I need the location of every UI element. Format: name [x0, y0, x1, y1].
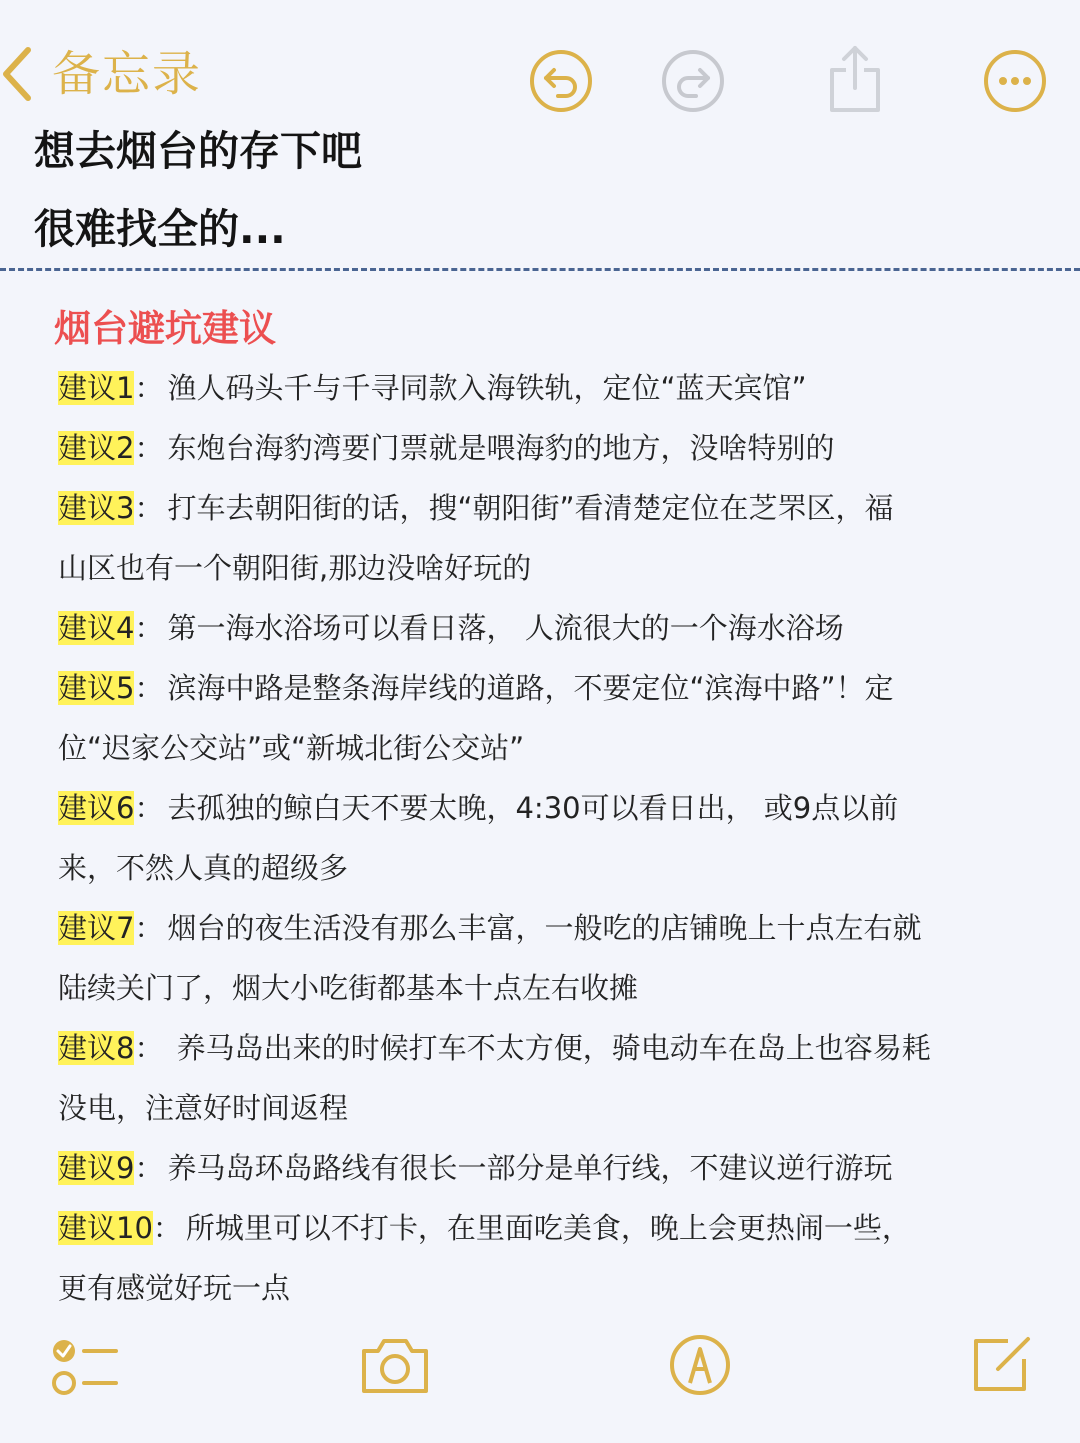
tip-3: [58, 478, 1048, 538]
tip-label: 建议7: [58, 911, 135, 945]
tip-text: 第一海水浴场可以看日落， 人流很大的一个海水浴场: [167, 611, 844, 645]
tip-colon: ：: [134, 491, 164, 525]
back-button[interactable]: [0, 44, 202, 104]
tip-text: 烟台的夜生活没有那么丰富，一般吃的店铺晚上十点左右就: [167, 911, 922, 945]
note-title-line-2: 很难找全的...: [34, 205, 286, 253]
tip-label: 建议1: [58, 371, 135, 405]
tip-10-continued: 更有感觉好玩一点: [58, 1271, 291, 1305]
tip-colon: ：: [152, 1211, 182, 1245]
markup-pen-icon: [668, 1333, 732, 1397]
checklist-icon: [50, 1335, 120, 1399]
tip-5: [58, 658, 1048, 718]
tip-colon: ：: [134, 1151, 164, 1185]
compose-icon: [970, 1331, 1036, 1397]
section-title: 烟台避坑建议: [54, 307, 276, 350]
tip-8-continued: 没电，注意好时间返程: [58, 1091, 349, 1125]
compose-button[interactable]: [970, 1331, 1036, 1397]
bottom-toolbar: [0, 1325, 1080, 1415]
tips-list[interactable]: [58, 358, 1048, 1318]
redo-icon: [660, 48, 726, 114]
tip-colon: ：: [134, 911, 164, 945]
navigation-bar: [0, 0, 1080, 130]
tip-label: 建议3: [58, 491, 135, 525]
chevron-left-icon: [0, 44, 34, 104]
tip-3-continued: 山区也有一个朝阳街,那边没啥好玩的: [58, 551, 532, 585]
tip-6-continued: 来，不然人真的超级多: [58, 851, 349, 885]
tip-label: 建议10: [58, 1211, 153, 1245]
tip-text: 渔人码头千与千寻同款入海铁轨，定位“蓝天宾馆”: [167, 371, 807, 405]
checklist-button[interactable]: [50, 1335, 120, 1399]
tip-text: 养马岛出来的时候打车不太方便，骑电动车在岛上也容易耗: [167, 1031, 931, 1065]
tip-label: 建议5: [58, 671, 135, 705]
tip-text: 所城里可以不打卡，在里面吃美食，晚上会更热闹一些，: [185, 1211, 911, 1245]
markup-button[interactable]: [668, 1333, 732, 1397]
tip-text: 打车去朝阳街的话，搜“朝阳街”看清楚定位在芝罘区，福: [167, 491, 894, 525]
title-divider: [0, 268, 1080, 271]
redo-button[interactable]: [660, 48, 726, 114]
tip-5-continued: 位“迟家公交站”或“新城北街公交站”: [58, 731, 525, 765]
tip-6: [58, 778, 1048, 838]
tip-label: 建议9: [58, 1151, 135, 1185]
tip-10: [58, 1198, 1048, 1258]
tip-text: 东炮台海豹湾要门票就是喂海豹的地方，没啥特别的: [167, 431, 835, 465]
tip-colon: ：: [134, 611, 164, 645]
tip-text: 养马岛环岛路线有很长一部分是单行线，不建议逆行游玩: [167, 1151, 893, 1185]
tip-text: 滨海中路是整条海岸线的道路，不要定位“滨海中路”！定: [167, 671, 894, 705]
share-button[interactable]: [822, 42, 888, 116]
tip-colon: ：: [134, 431, 164, 465]
camera-icon: [358, 1335, 432, 1395]
tip-label: 建议2: [58, 431, 135, 465]
tip-9: [58, 1138, 1048, 1198]
share-icon: [822, 42, 888, 116]
tip-colon: ：: [134, 1031, 164, 1065]
more-button[interactable]: [982, 48, 1048, 114]
tip-label: 建议4: [58, 611, 135, 645]
tip-label: 建议8: [58, 1031, 135, 1065]
undo-icon: [528, 48, 594, 114]
back-label: 备忘录: [52, 46, 203, 102]
tip-1: [58, 358, 1048, 418]
camera-button[interactable]: [358, 1335, 432, 1395]
tip-2: [58, 418, 1048, 478]
tip-colon: ：: [134, 371, 164, 405]
note-title-line-1: 想去烟台的存下吧: [34, 127, 362, 175]
tip-7: [58, 898, 1048, 958]
tip-8: [58, 1018, 1048, 1078]
tip-colon: ：: [134, 671, 164, 705]
tip-4: [58, 598, 1048, 658]
undo-button[interactable]: [528, 48, 594, 114]
more-icon: [982, 48, 1048, 114]
tip-label: 建议6: [58, 791, 135, 825]
tip-text: 去孤独的鲸白天不要太晚，4:30可以看日出， 或9点以前: [167, 791, 899, 825]
tip-colon: ：: [134, 791, 164, 825]
tip-7-continued: 陆续关门了，烟大小吃街都基本十点左右收摊: [58, 971, 639, 1005]
